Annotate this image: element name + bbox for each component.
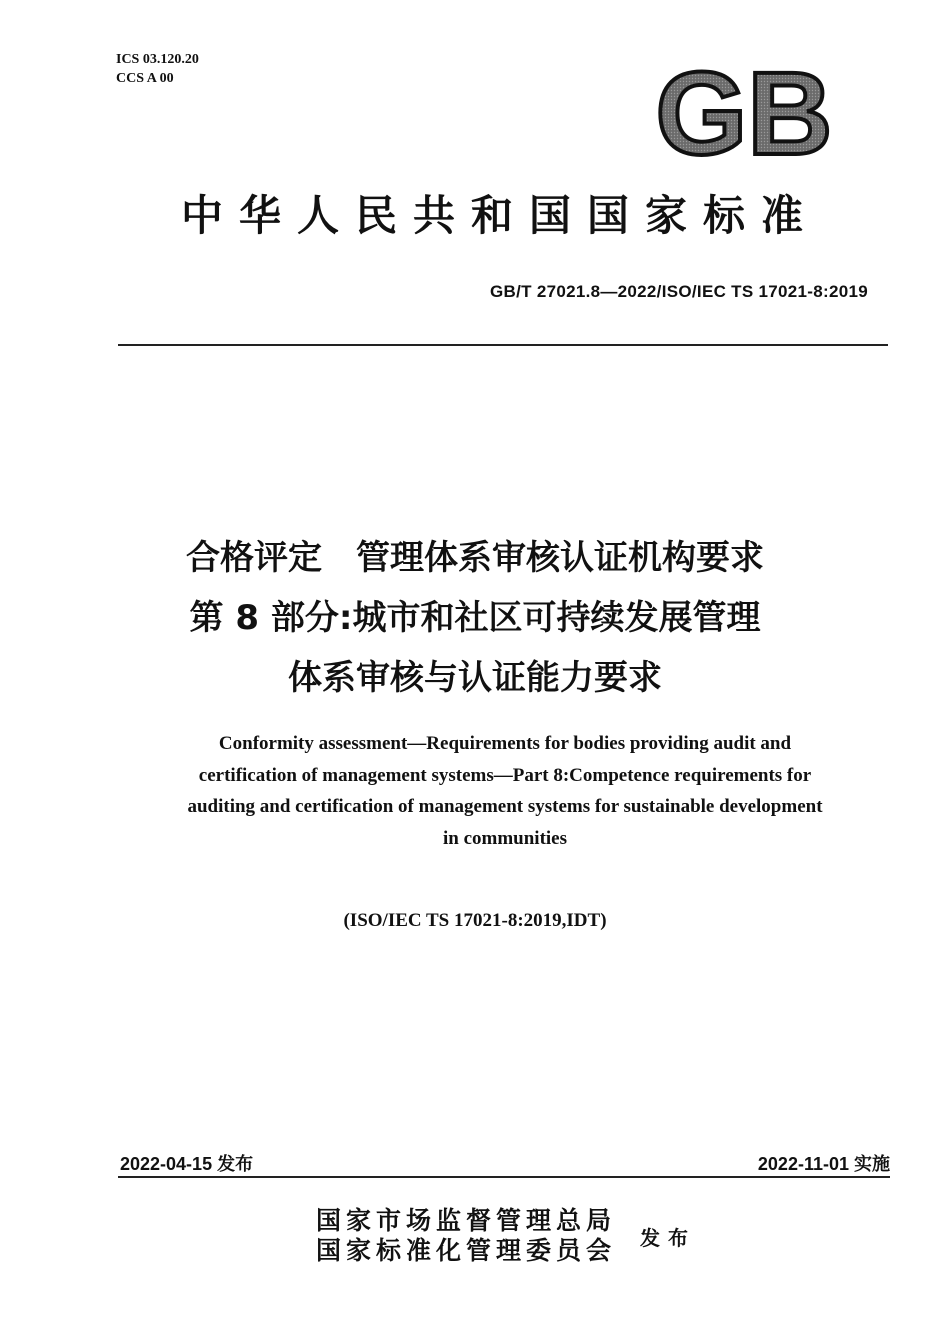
ccs-code: CCS A 00 <box>116 71 174 86</box>
chinese-title <box>60 528 890 708</box>
national-standard-title: 中华人民共和国国家标准 <box>180 191 819 240</box>
gb-logo-text: GB <box>655 62 833 160</box>
header-divider <box>118 344 888 346</box>
english-title-line-2: certification of management systems—Part 8:Competence requirements for <box>198 764 812 786</box>
equivalence-note: (ISO/IEC TS 17021-8:2019,IDT) <box>343 910 607 931</box>
english-title-line-1: Conformity assessment—Requirements for bodies providing audit and <box>218 733 792 754</box>
english-title-line-4: in communities <box>442 827 568 849</box>
chinese-title-line-1: 合格评定 管理体系审核认证机构要求 <box>186 538 764 578</box>
issue-action: 发布 <box>640 1226 696 1250</box>
footer-divider <box>118 1176 890 1178</box>
gb-logo <box>652 62 836 160</box>
chinese-title-line-3: 体系审核与认证能力要求 <box>288 658 662 698</box>
publish-date: 2022-04-15 发布 <box>120 1154 254 1174</box>
english-title-line-3: auditing and certification of management systems for sustainable development <box>187 796 823 817</box>
issuer-sac: 国家标准化管理委员会 <box>316 1236 617 1265</box>
issuer-samr: 国家市场监督管理总局 <box>316 1206 617 1235</box>
english-title <box>120 728 890 854</box>
ics-code: ICS 03.120.20 <box>116 52 199 67</box>
issuing-authorities <box>316 1206 616 1266</box>
chinese-title-line-2: 第 8 部分:城市和社区可持续发展管理 <box>189 598 761 638</box>
classification-codes <box>116 50 199 88</box>
standard-number: GB/T 27021.8—2022/ISO/IEC TS 17021-8:2019 <box>489 282 868 301</box>
implementation-date: 2022-11-01 实施 <box>757 1154 890 1174</box>
